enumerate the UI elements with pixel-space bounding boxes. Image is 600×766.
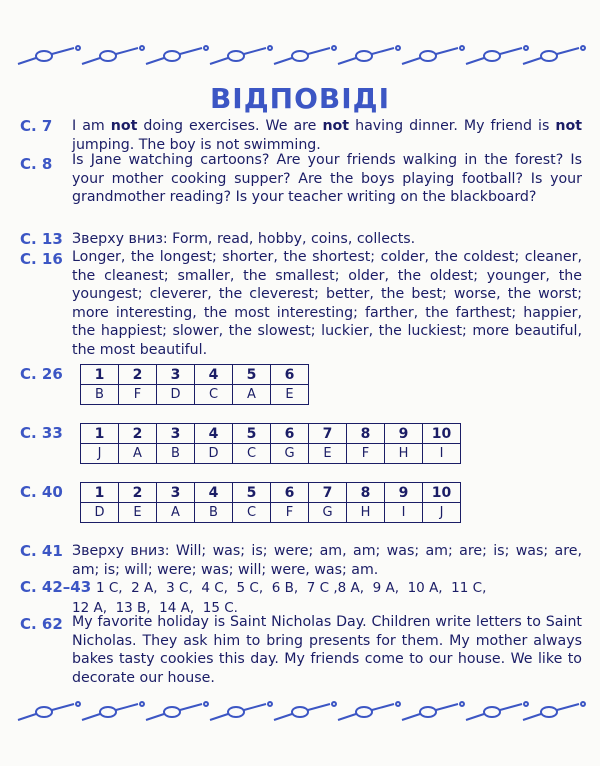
table-letter-cell: D <box>195 444 233 464</box>
table-number-cell: 5 <box>233 483 271 503</box>
decorative-border-top <box>14 44 586 72</box>
table-number-cell: 7 <box>309 424 347 444</box>
table-number-cell: 2 <box>119 483 157 503</box>
table-letter-cell: D <box>81 503 119 523</box>
table-letter-cell: C <box>233 444 271 464</box>
table-number-cell: 2 <box>119 365 157 385</box>
table-letter-cell: C <box>195 385 233 405</box>
entry-ref: C. 33 <box>20 424 63 442</box>
entry-ref: C. 62 <box>20 615 63 633</box>
table-number-cell: 6 <box>271 483 309 503</box>
table-number-row <box>81 365 309 385</box>
table-number-cell: 3 <box>157 365 195 385</box>
table-letter-cell: G <box>271 444 309 464</box>
table-letter-cell: F <box>271 503 309 523</box>
table-letter-cell: I <box>423 444 461 464</box>
entry-ref: C. 13 <box>20 230 63 248</box>
table-number-cell: 3 <box>157 424 195 444</box>
table-number-cell: 6 <box>271 365 309 385</box>
table-letter-cell: A <box>119 444 157 464</box>
entry-ref: C. 42–43 <box>20 578 92 596</box>
decorative-border-bottom <box>14 700 586 728</box>
entry-ref: C. 7 <box>20 117 53 135</box>
table-letter-cell: A <box>233 385 271 405</box>
table-letter-cell: B <box>81 385 119 405</box>
table-number-cell: 10 <box>423 483 461 503</box>
table-number-cell: 4 <box>195 483 233 503</box>
table-letter-cell: A <box>157 503 195 523</box>
table-number-cell: 3 <box>157 483 195 503</box>
table-number-cell: 5 <box>233 424 271 444</box>
entry-text: My favorite holiday is Saint Nicholas Day. Children write letters to Saint Nicholas. They ask him to bring presents for them. My mother always bakes tasty cookies this day. My friends come to our house. We like to decorate our house. <box>72 614 582 686</box>
table-number-cell: 9 <box>385 483 423 503</box>
table-number-cell: 4 <box>195 424 233 444</box>
table-letter-cell: H <box>385 444 423 464</box>
entry-text: I am not doing exercises. We are not having dinner. My friend is not jumping. The boy is not swimming. <box>72 118 583 153</box>
table-letter-cell: J <box>423 503 461 523</box>
entry-text: Зверху вниз: Will; was; is; were; am, am; was; am; are; is; was; are, am; is; will; were; was; will; were, was; am. <box>72 543 582 578</box>
table-number-cell: 7 <box>309 483 347 503</box>
table-letter-cell: C <box>233 503 271 523</box>
table-number-cell: 5 <box>233 365 271 385</box>
table-letter-cell: E <box>309 444 347 464</box>
entry-text: Is Jane watching cartoons? Are your friends walking in the forest? Is your mother cooking supper? Are the boys playing football? Is your grandmother reading? Is your teacher writing on the blackboard? <box>72 152 582 206</box>
table-number-cell: 1 <box>81 424 119 444</box>
entry-text: Longer, the longest; shorter, the shortest; colder, the coldest; cleaner, the cleanest; smaller, the smallest; older, the oldest; younger, the youngest; cleverer, the cleverest; better, the best; worse, the worst; more interesting, the most interesting; farther, the farthest; happier, the happiest; slower, the slowest; luckier, the luckiest; more beautiful, the most beautiful. <box>72 249 582 358</box>
entry-ref: C. 40 <box>20 483 63 501</box>
table-number-row <box>81 483 461 503</box>
entry-text-line-2: 12 A, 13 B, 14 A, 15 C. <box>72 600 238 616</box>
entry-ref: C. 16 <box>20 250 63 268</box>
table-letter-cell: B <box>195 503 233 523</box>
entry-ref: C. 41 <box>20 542 63 560</box>
table-letter-cell: G <box>309 503 347 523</box>
table-number-row <box>81 424 461 444</box>
table-letter-cell: F <box>119 385 157 405</box>
table-letter-cell: E <box>271 385 309 405</box>
table-number-cell: 2 <box>119 424 157 444</box>
table-letter-cell: D <box>157 385 195 405</box>
table-number-cell: 8 <box>347 483 385 503</box>
entry-ref: C. 26 <box>20 365 63 383</box>
table-number-cell: 9 <box>385 424 423 444</box>
table-number-cell: 10 <box>423 424 461 444</box>
table-letter-cell: I <box>385 503 423 523</box>
table-number-cell: 4 <box>195 365 233 385</box>
table-number-cell: 1 <box>81 483 119 503</box>
entry-ref: C. 8 <box>20 155 53 173</box>
answer-table-c40 <box>80 482 461 523</box>
table-number-cell: 6 <box>271 424 309 444</box>
entry-text-line-1: 1 C, 2 A, 3 C, 4 C, 5 C, 6 B, 7 C ,8 A, 9 A, 10 A, 11 C, <box>96 580 487 596</box>
table-letter-cell: E <box>119 503 157 523</box>
page-title: ВІДПОВІДІ <box>209 82 391 115</box>
table-letter-cell: H <box>347 503 385 523</box>
table-number-cell: 8 <box>347 424 385 444</box>
table-letter-row <box>81 503 461 523</box>
table-letter-cell: B <box>157 444 195 464</box>
answer-table-c33 <box>80 423 461 464</box>
table-letter-cell: F <box>347 444 385 464</box>
table-letter-row <box>81 444 461 464</box>
table-letter-cell: J <box>81 444 119 464</box>
answer-table-c26 <box>80 364 309 405</box>
entry-text: Зверху вниз: Form, read, hobby, coins, collects. <box>72 231 416 247</box>
table-letter-row <box>81 385 309 405</box>
table-number-cell: 1 <box>81 365 119 385</box>
